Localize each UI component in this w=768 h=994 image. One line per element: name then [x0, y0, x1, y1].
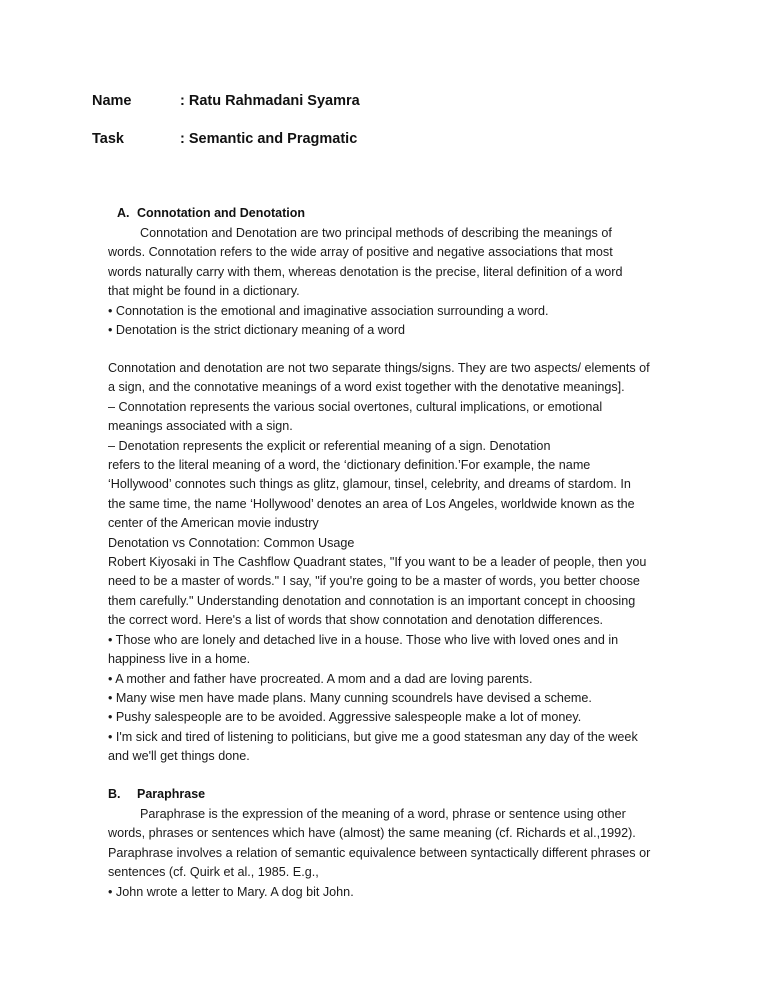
- text-line: – Denotation represents the explicit or referential meaning of a sign. Denotation: [108, 438, 551, 453]
- task-row: [92, 131, 357, 147]
- bullet-line: • Those who are lonely and detached live in a house. Those who live with loved ones and in: [108, 632, 619, 647]
- text-line: – Connotation represents the various social overtones, cultural implications, or emotional: [108, 399, 603, 414]
- text-line: words naturally carry with them, whereas denotation is the precise, literal definition of a word: [108, 264, 623, 279]
- text-line: ‘Hollywood’ connotes such things as glitz, glamour, tinsel, celebrity, and dreams of stardom. In: [108, 477, 631, 492]
- bullet-line: • Pushy salespeople are to be avoided. Aggressive salespeople make a lot of money.: [108, 710, 582, 725]
- text-line: words, phrases or sentences which have (almost) the same meaning (cf. Richards et al.,1992).: [108, 826, 636, 841]
- section-a-paragraph-1: [108, 224, 623, 340]
- text-line: a sign, and the connotative meanings of a word exist together with the denotative meanings].: [108, 380, 625, 395]
- name-value: : Ratu Rahmadani Syamra: [180, 93, 360, 109]
- task-value: : Semantic and Pragmatic: [180, 131, 358, 147]
- text-line: Paraphrase is the expression of the meaning of a word, phrase or sentence using other: [140, 807, 626, 821]
- text-line: them carefully." Understanding denotation and connotation is an important concept in choosing: [108, 593, 636, 608]
- section-a-title: Connotation and Denotation: [137, 206, 306, 220]
- text-line: and we'll get things done.: [108, 749, 250, 764]
- text-line: the correct word. Here's a list of words that show connotation and denotation differences.: [108, 613, 604, 628]
- section-b-heading: [108, 787, 205, 801]
- text-line: Paraphrase involves a relation of semantic equivalence between syntactically different phrases or: [108, 845, 651, 860]
- section-b-paragraph-1: [108, 805, 650, 902]
- text-line: Robert Kiyosaki in The Cashflow Quadrant states, "If you want to be a leader of people, then you: [108, 555, 647, 570]
- text-line: that might be found in a dictionary.: [108, 284, 300, 299]
- task-label: Task: [92, 131, 124, 147]
- text-line: refers to the literal meaning of a word, the ‘dictionary definition.’For example, the name: [108, 458, 591, 473]
- name-row: [92, 93, 360, 109]
- text-line: happiness live in a home.: [108, 652, 251, 667]
- bullet-line: • John wrote a letter to Mary. A dog bit John.: [108, 884, 354, 899]
- section-b-title: Paraphrase: [137, 787, 206, 801]
- text-line: center of the American movie industry: [108, 516, 319, 531]
- subheading-line: Denotation vs Connotation: Common Usage: [108, 535, 355, 550]
- text-line: words. Connotation refers to the wide array of positive and negative associations that most: [108, 245, 613, 260]
- section-b-marker: B.: [108, 787, 121, 801]
- text-line: the same time, the name ‘Hollywood’ denotes an area of Los Angeles, worldwide known as the: [108, 496, 635, 511]
- section-a-marker: A.: [117, 206, 130, 220]
- bullet-line: • A mother and father have procreated. A mom and a dad are loving parents.: [108, 671, 533, 686]
- text-line: Connotation and Denotation are two principal methods of describing the meanings of: [140, 226, 612, 240]
- text-line: sentences (cf. Quirk et al., 1985. E.g.,: [108, 865, 319, 880]
- section-a-paragraph-2: [108, 359, 650, 767]
- name-label: Name: [92, 93, 132, 109]
- bullet-line: • I'm sick and tired of listening to politicians, but give me a good statesman any day of the week: [108, 729, 638, 744]
- bullet-line: • Many wise men have made plans. Many cunning scoundrels have devised a scheme.: [108, 690, 592, 705]
- text-line: meanings associated with a sign.: [108, 419, 293, 434]
- text-line: Connotation and denotation are not two separate things/signs. They are two aspects/ elements of: [108, 361, 650, 375]
- bullet-line: • Connotation is the emotional and imaginative association surrounding a word.: [108, 303, 549, 318]
- text-line: need to be a master of words." I say, "if you're going to be a master of words, you better choose: [108, 574, 640, 589]
- bullet-line: • Denotation is the strict dictionary meaning of a word: [108, 323, 406, 338]
- section-a-heading: [117, 206, 305, 220]
